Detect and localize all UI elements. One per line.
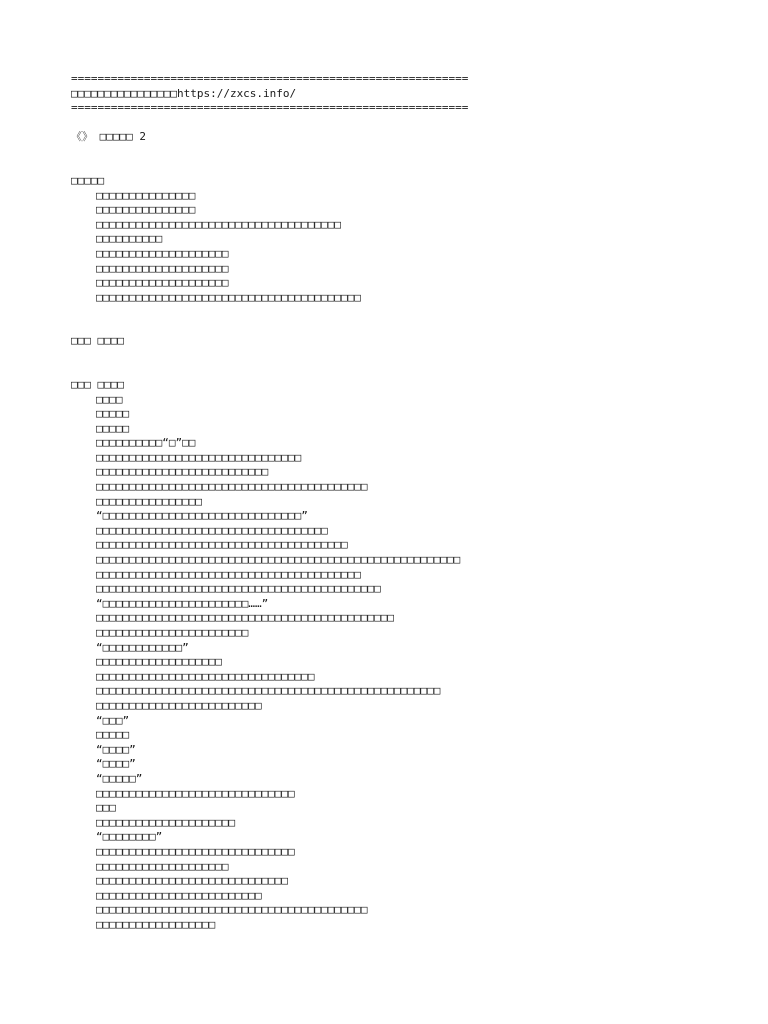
- text-line: □□□□□□□□□□□□□□□□□□: [96, 917, 216, 931]
- text-line: □□□□□□□□□□□□□□□□□□□□□□□□□: [96, 888, 262, 902]
- text-line: □□□□□□□□□□: [96, 232, 163, 246]
- text-line: □□□□□□□□□□□□□□□□□□□□: [96, 276, 229, 290]
- text-line: □□□□□□□□□□□□□□□□□□□□: [96, 246, 229, 260]
- text-line: “□□□□”: [96, 757, 136, 771]
- text-line: “□□□□□□□□□□□□□□□□□□□□□□……”: [96, 596, 269, 610]
- text-line: □□□□□□□□□□□□□□□□□□□□□□□□□□□□□□□□□□□□□□□□: [96, 567, 361, 581]
- book-title-line: 《》 □□□□□ 2: [71, 130, 146, 144]
- text-line: □□□□□: [96, 728, 130, 742]
- text-line: “□□□□□□□□□□□□”: [96, 640, 189, 654]
- text-line: □□□□□: [96, 421, 130, 435]
- text-line: □□□□□□□□□□□□□□□□□□□□□□□□□□□□□□□□□□□□□□□□□□□: [96, 582, 381, 596]
- text-line: □□□□□□□□□□□□□□□□□□□□□□□□□□□□□□□□□□□: [96, 523, 328, 537]
- text-line: □□□□□□□□□□□□□□□□□□□□□□□□□□□□□: [96, 874, 289, 888]
- text-line: □□□□□□□□□□□□□□□□□□□□: [96, 261, 229, 275]
- source-url-line: □□□□□□□□□□□□□□□□https://zxcs.info/: [71, 86, 297, 100]
- header-rule-bottom: ============================================================: [71, 101, 469, 115]
- text-line: □□□□□□□□□□□□□□□□□□□□□□□□□□: [96, 465, 269, 479]
- text-line: “□□□□□”: [96, 771, 143, 785]
- text-line: □□□□□□□□□□□□□□□□□□□□□□□□□□□□□□□□□□□□□□□□□□□□□□□□□□□□: [96, 684, 441, 698]
- chapter-heading: □□□ □□□□: [71, 377, 124, 391]
- text-line: □□□□□□□□□□□□□□□□□□□□: [96, 859, 229, 873]
- intro-paragraphs: [71, 189, 751, 306]
- text-line: □□□□□□□□□□□□□□□□□□□□□□□□□□□□□□□□□□□□□□: [96, 538, 348, 552]
- text-line: □□□□□□□□□□“□”□□: [96, 436, 196, 450]
- text-line: □□□□: [96, 392, 123, 406]
- text-line: □□□□□□□□□□□□□□□□□□□□□□□□□: [96, 698, 262, 712]
- text-line: □□□□□□□□□□□□□□□□□□□□□□□□□□□□□□: [96, 786, 295, 800]
- text-line: □□□□□□□□□□□□□□□: [96, 203, 196, 217]
- text-line: □□□□□□□□□□□□□□□□□□□□□□□□□□□□□□□□□□□□□□□□□: [96, 903, 368, 917]
- text-line: □□□□□□□□□□□□□□□□□□□□□□□□□□□□□□□: [96, 450, 302, 464]
- intro-heading: □□□□□: [71, 173, 105, 187]
- text-line: □□□□□□□□□□□□□□□□□□□□□□□□□□□□□□: [96, 844, 295, 858]
- chapter-paragraphs: [71, 393, 751, 933]
- text-line: □□□□□□□□□□□□□□□□□□□□□□□□□□□□□□□□□□□□□□□□□□□□□: [96, 611, 395, 625]
- text-line: □□□□□□□□□□□□□□□□□□□□□□□□□□□□□□□□□□□□□□□□□: [96, 480, 368, 494]
- text-line: □□□□□□□□□□□□□□□: [96, 188, 196, 202]
- text-line: □□□□□□□□□□□□□□□□□□□□□□□□□□□□□□□□□□□□□□□□: [96, 290, 361, 304]
- text-line: “□□□”: [96, 713, 130, 727]
- text-line: □□□□□□□□□□□□□□□□□□□□□□□: [96, 626, 249, 639]
- text-line: “□□□□”: [96, 742, 136, 756]
- text-line: □□□□□□□□□□□□□□□□□□□: [96, 655, 222, 669]
- text-line: □□□□□□□□□□□□□□□□□□□□□□□□□□□□□□□□□: [96, 669, 315, 683]
- text-line: □□□□□: [96, 407, 130, 421]
- text-line: □□□□□□□□□□□□□□□□: [96, 494, 202, 508]
- text-line: □□□: [96, 801, 116, 815]
- text-line: □□□□□□□□□□□□□□□□□□□□□: [96, 815, 236, 829]
- header-rule-top: ============================================================: [71, 72, 469, 85]
- document-body: [71, 72, 751, 932]
- text-line: “□□□□□□□□”: [96, 830, 163, 844]
- text-line: “□□□□□□□□□□□□□□□□□□□□□□□□□□□□□□”: [96, 509, 308, 523]
- text-line: □□□□□□□□□□□□□□□□□□□□□□□□□□□□□□□□□□□□□□□□□□□□□□□□□□□□□□□: [96, 553, 461, 567]
- toc-entry: □□□ □□□□: [71, 334, 124, 348]
- text-line: □□□□□□□□□□□□□□□□□□□□□□□□□□□□□□□□□□□□□: [96, 217, 342, 231]
